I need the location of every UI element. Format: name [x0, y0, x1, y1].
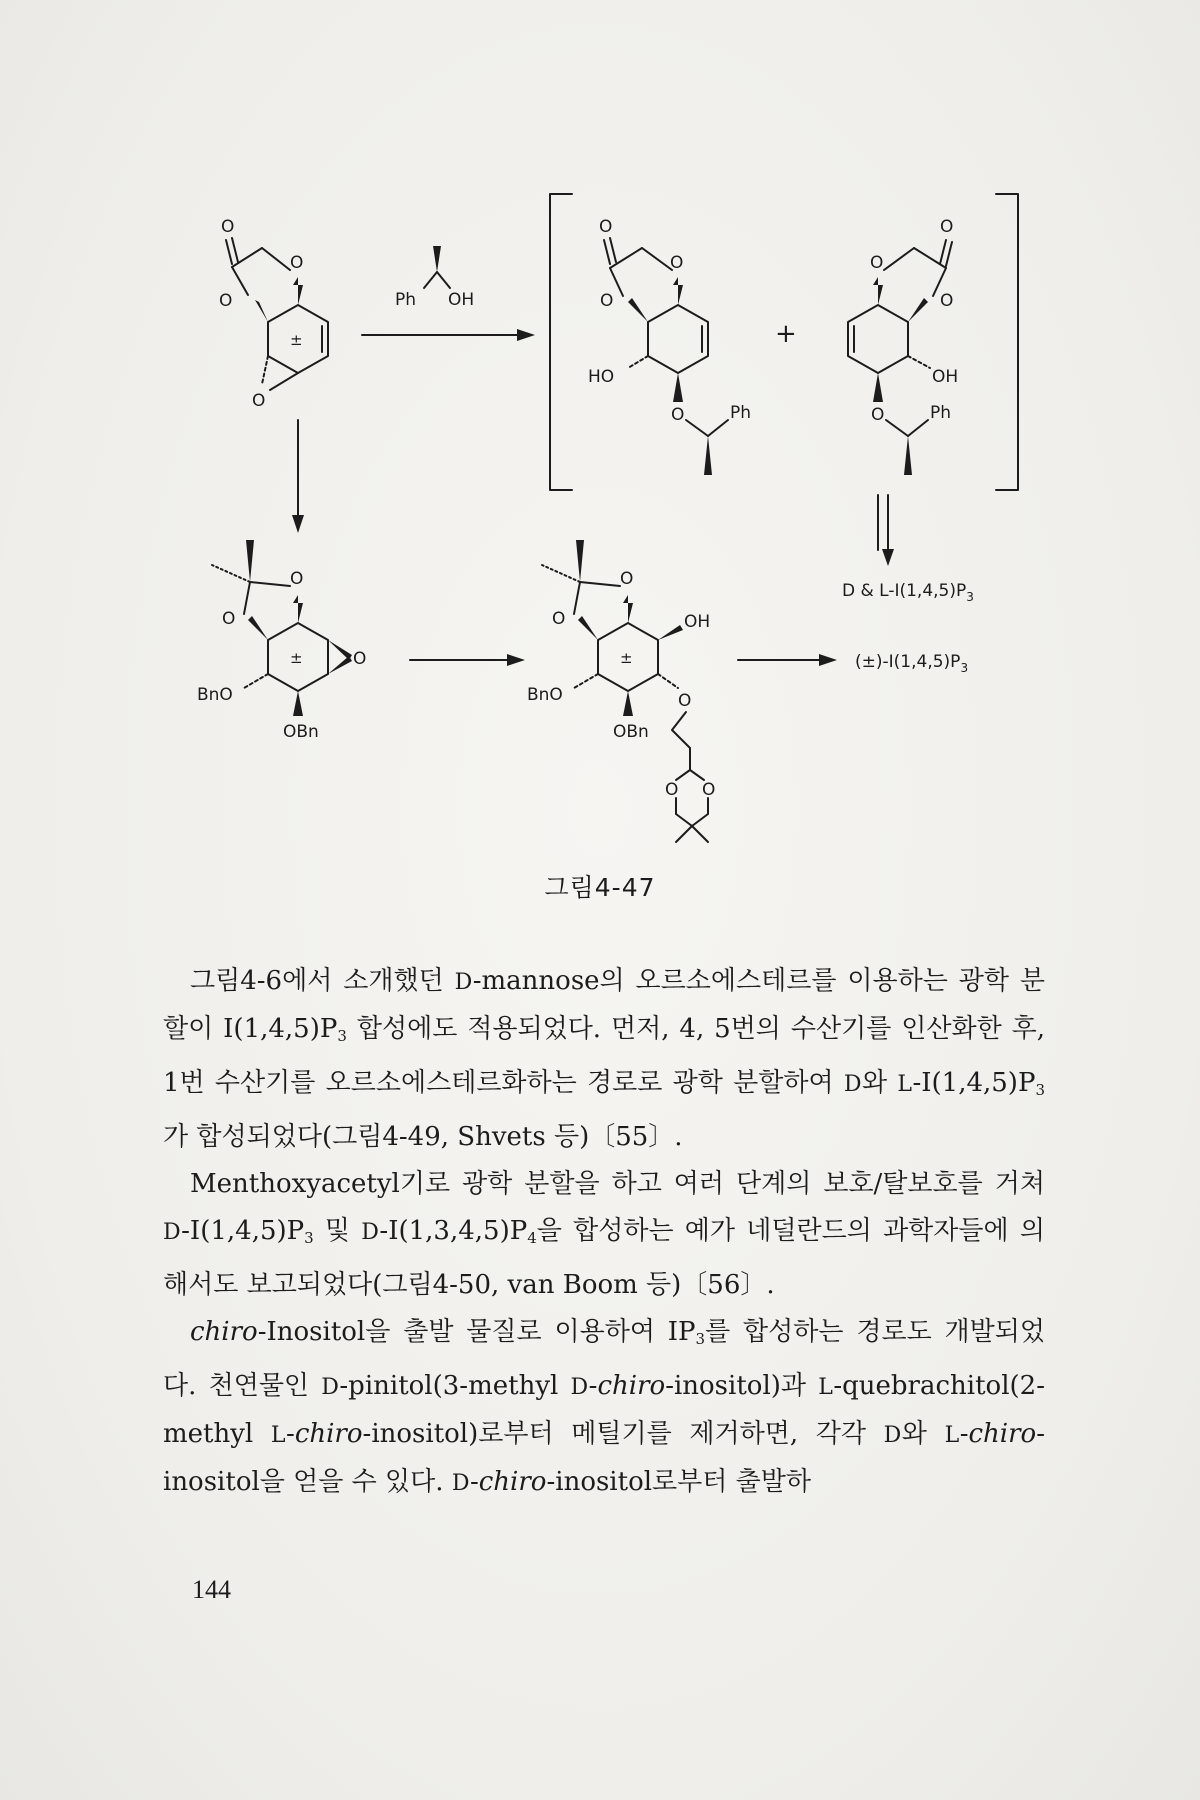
ring-oxygen-label: O — [552, 609, 566, 629]
ether-oxygen-label: O — [671, 405, 685, 425]
ether-oxygen-label: O — [678, 691, 692, 711]
benzyloxy-label: BnO — [527, 685, 563, 705]
carbonyl-oxygen-label: O — [221, 217, 235, 237]
benzyloxy-label: OBn — [613, 722, 649, 742]
ph-label: Ph — [930, 403, 952, 423]
dioxane-oxygen-label: O — [665, 780, 679, 800]
body-text — [163, 958, 1045, 1507]
reagent-phenylethanol — [395, 246, 474, 310]
ph-label: Ph — [395, 290, 417, 310]
plus-sign: + — [775, 319, 797, 349]
ring-oxygen-label: O — [290, 569, 304, 589]
hydroxyl-label: OH — [684, 612, 711, 632]
product-d-l-ip3-label: D & $L-I(1,4,5)P_3$ — [842, 581, 974, 604]
racemic-label: ± — [290, 649, 303, 667]
hydroxyl-label: HO — [588, 367, 615, 387]
bracket-left — [550, 194, 572, 490]
epoxide-oxygen-label: O — [252, 391, 266, 411]
dioxane-oxygen-label: O — [702, 780, 716, 800]
product-racemic-ip3-label: $(\pm)-I(1,4,5)P_3$ — [855, 652, 969, 675]
racemic-label: ± — [620, 649, 633, 667]
racemic-label: ± — [290, 331, 303, 349]
ring-oxygen-label: O — [670, 253, 684, 273]
benzyloxy-label: BnO — [197, 685, 233, 705]
epoxide-oxygen-label: O — [353, 649, 367, 669]
page-number: 144 — [192, 1575, 231, 1604]
carbonyl-oxygen-label: O — [599, 217, 613, 237]
paragraph-3: chiro-Inositol을 출발 물질로 이용하여 $IP_3$를 합성하는 경로도 개발되었다. 천연물인 D-pinitol(3-methyl D-chiro-inositol)과 L-quebrachitol(2-methyl L-chiro-inositol)로부터 메틸기를 제거하면, 각각 D와 L-chiro-inositol을 얻을 수 있다. D-chiro-inositol로부터 출발하 — [163, 1317, 1046, 1497]
ring-oxygen-label: O — [940, 291, 954, 311]
oh-label: OH — [448, 290, 475, 310]
carbonyl-oxygen-label: O — [940, 217, 954, 237]
paragraph-2: Menthoxyacetyl기로 광학 분할을 하고 여러 단계의 보호/탈보호를 거쳐 $D-I(1,4,5)P_3$ 및 $D-I(1,3,4,5)P_4$을 합성하는 예가 네덜란드의 과학자들에 의해서도 보고되었다(그림4-50, van Boom 등)〔56〕. — [163, 1169, 1045, 1300]
ether-oxygen-label: O — [871, 405, 885, 425]
ring-oxygen-label: O — [600, 291, 614, 311]
structure-regioisomer-2 — [848, 217, 958, 475]
ph-label: Ph — [730, 403, 752, 423]
structure-carbonate-epoxide — [219, 217, 328, 411]
figure-caption: 그림4-47 — [544, 873, 656, 902]
ring-oxygen-label: O — [620, 569, 634, 589]
benzyloxy-label: OBn — [283, 722, 319, 742]
structure-acetonide-epoxide — [197, 540, 366, 742]
ring-oxygen-label: O — [219, 291, 233, 311]
ring-oxygen-label: O — [290, 253, 304, 273]
ring-oxygen-label: O — [870, 253, 884, 273]
structure-acetal-intermediate — [527, 540, 715, 842]
structure-regioisomer-1 — [588, 217, 751, 475]
paragraph-1: 그림4-6에서 소개했던 D-mannose의 오르소에스테르를 이용하는 광학 분할이 $I(1,4,5)P_3$ 합성에도 적용되었다. 먼저, 4, 5번의 수산기를 인산화한 후, 1번 수산기를 오르소에스테르화하는 경로로 광학 분할하여 D와 $L-I(1,4,5)P_3$가 합성되었다(그림4-49, Shvets 등)〔55〕. — [163, 966, 1045, 1152]
ring-oxygen-label: O — [222, 609, 236, 629]
bracket-right — [996, 194, 1018, 490]
hydroxyl-label: OH — [932, 367, 959, 387]
